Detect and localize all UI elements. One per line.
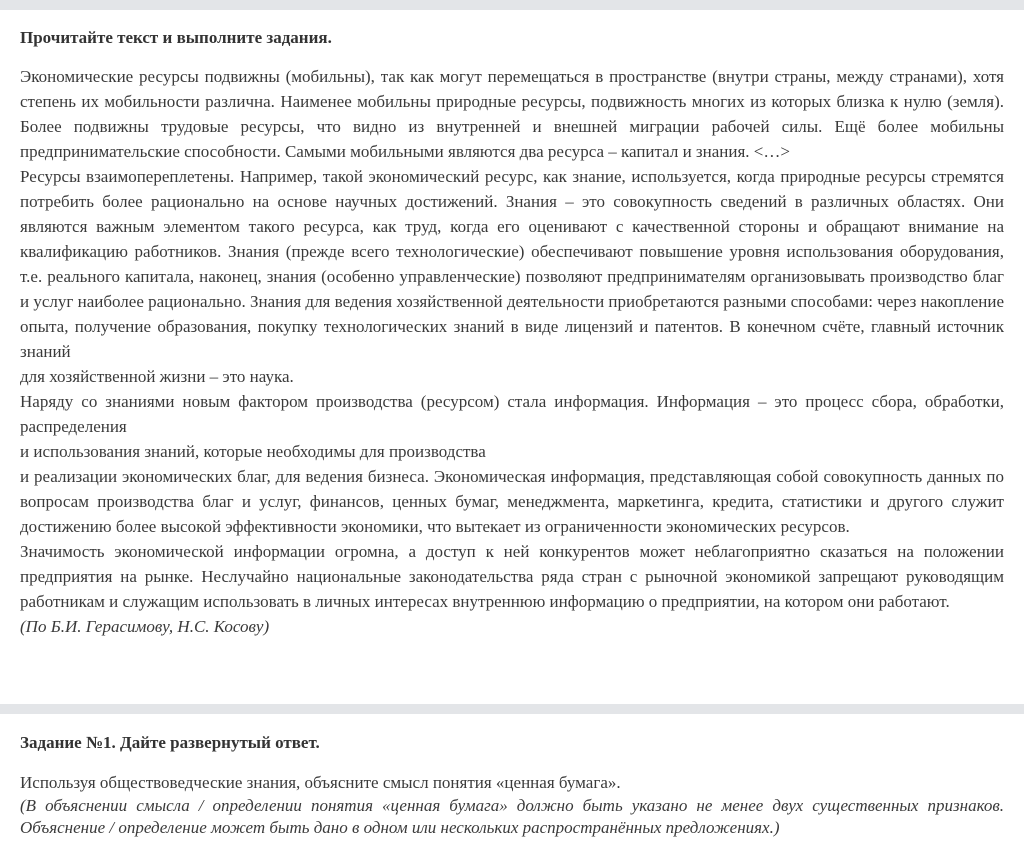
reading-instruction-heading: Прочитайте текст и выполните задания.: [20, 28, 332, 47]
section-divider: [0, 704, 1024, 714]
top-divider-bar: [0, 0, 1024, 10]
task-1-body: [20, 770, 1004, 839]
task-1-section: [20, 730, 1004, 839]
paragraph-4: Наряду со знаниями новым фактором производства (ресурсом) стала информация. Информация – это процесс сбора, обработки, распределения: [20, 392, 1004, 436]
task-1-heading: Задание №1. Дайте развернутый ответ.: [20, 733, 320, 752]
paragraph-6: и реализации экономических благ, для ведения бизнеса. Экономическая информация, представляющая собой совокупность данных по вопросам производства благ и услуг, финансов, ценных бумаг, менеджмента, маркетинга, кредита, статистики и другого служит достижению более высокой эффективности экономики, что вытекает из ограниченности экономических ресурсов.: [20, 467, 1004, 536]
reading-text: [20, 64, 1004, 639]
paragraph-2: Ресурсы взаимопереплетены. Например, такой экономический ресурс, как знание, используется, когда природные ресурсы стремятся потребить более рационально на основе научных достижений. Знания – это совокупность сведений в различных областях. Они являются важным элементом такого ресурса, как труд, когда его оценивают с качественной стороны и обращают внимание на квалификацию работников. Знания (прежде всего технологические) обеспечивают повышение уровня использования оборудования, т.е. реального капитала, наконец, знания (особенно управленческие) позволяют предпринимателям организовывать производство благ и услуг наиболее рационально. Знания для ведения хозяйственной деятельности приобретаются разными способами: через накопление опыта, получение образования, покупку технологических знаний в виде лицензий и патентов. В конечном счёте, главный источник знаний: [20, 167, 1004, 361]
source-citation: (По Б.И. Герасимову, Н.С. Косову): [20, 617, 270, 636]
paragraph-3: для хозяйственной жизни – это наука.: [20, 367, 294, 386]
task-1-question: Используя обществоведческие знания, объясните смысл понятия «ценная бумага».: [20, 773, 621, 792]
task-1-hint: (В объяснении смысла / определении понятия «ценная бумага» должно быть указано не менее двух существенных признаков. Объяснение / определение может быть дано в одном или нескольких распространённых предложениях.): [20, 796, 1004, 837]
paragraph-7: Значимость экономической информации огромна, а доступ к ней конкурентов может неблагоприятно сказаться на положении предприятия на рынке. Неслучайно национальные законодательства ряда стран с рыночной экономикой запрещают руководящим работникам и служащим использовать в личных интересах внутреннюю информацию о предприятии, на котором они работают.: [20, 542, 1004, 611]
paragraph-1: Экономические ресурсы подвижны (мобильны), так как могут перемещаться в пространстве (внутри страны, между странами), хотя степень их мобильности различна. Наименее мобильны природные ресурсы, подвижность многих из которых близка к нулю (земля). Более подвижны трудовые ресурсы, что видно из внутренней и внешней миграции рабочей силы. Ещё более мобильны предпринимательские способности. Самыми мобильными являются два ресурса – капитал и знания. <…>: [20, 67, 1004, 161]
paragraph-5: и использования знаний, которые необходимы для производства: [20, 442, 486, 461]
reading-text-section: [20, 25, 1004, 639]
